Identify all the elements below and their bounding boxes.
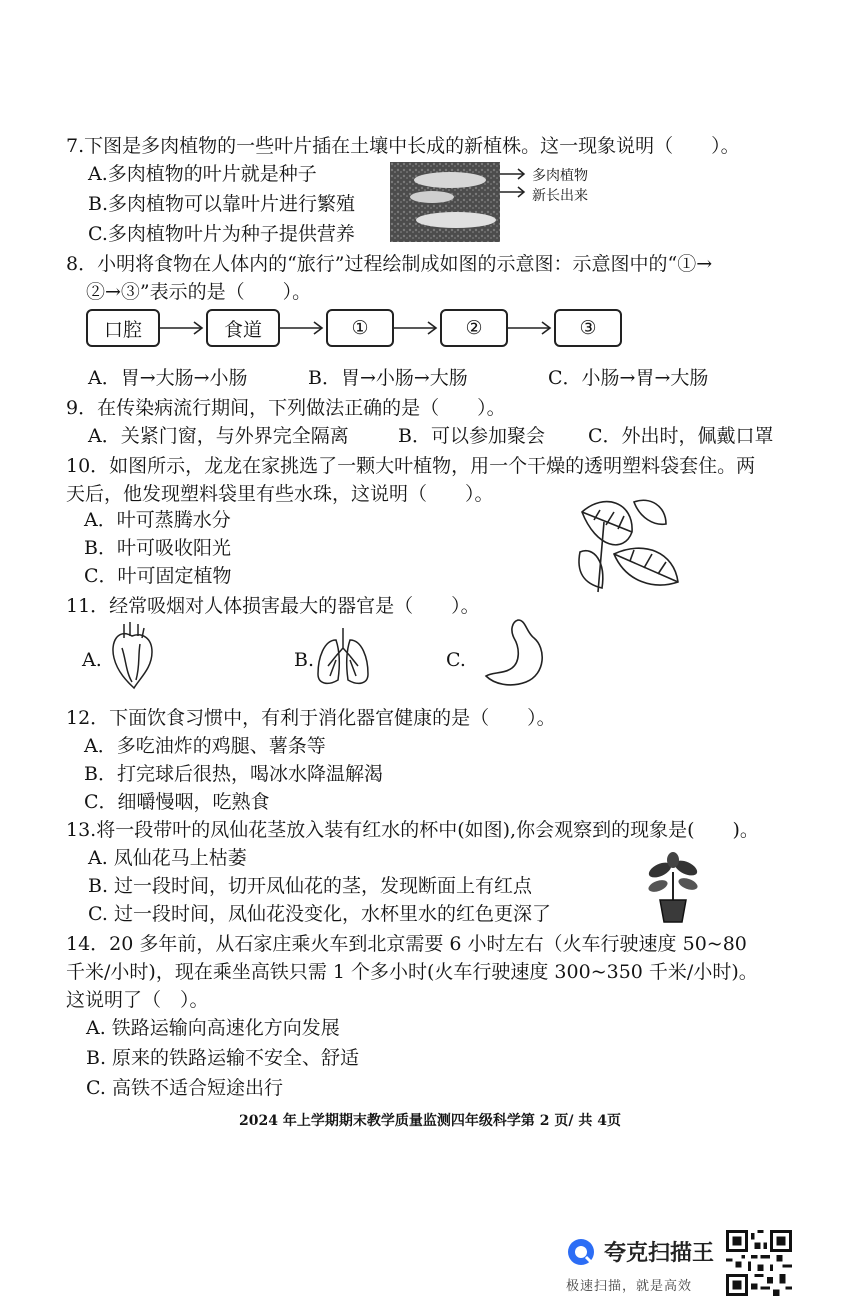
q10-option-b: B．叶可吸收阳光 [84,537,231,559]
flow-box-esophagus: 食道 [206,309,280,347]
q7-option-a: A.多肉植物的叶片就是种子 [88,163,317,185]
flow-box-1: ① [326,309,394,347]
heart-illustration [108,620,156,690]
stomach-illustration [482,618,552,690]
q7-stem: 7.下图是多肉植物的一些叶片插在土壤中长成的新植株。这一现象说明（ ）。 [66,135,740,157]
q13-option-b: B. 过一段时间，切开凤仙花的茎，发现断面上有红点 [88,875,533,897]
q7-option-b: B.多肉植物可以靠叶片进行繁殖 [88,193,356,215]
succulent-photo [390,162,518,242]
q8-option-a: A．胃→大肠→小肠 [88,367,248,389]
q10-stem-line2: 天后，他发现塑料袋里有些水珠，这说明（ ）。 [66,483,494,505]
q11-option-b: B. [294,649,315,671]
flow-arrow-icon [280,318,326,338]
page-footer: 2024 年上学期期末教学质量监测四年级科学第 2 页/ 共 4页 [239,1113,621,1129]
q11-stem: 11．经常吸烟对人体损害最大的器官是（ ）。 [66,595,480,617]
q12-option-b: B．打完球后很热，喝冰水降温解渴 [84,763,383,785]
q8-option-b: B．胃→小肠→大肠 [308,367,468,389]
quark-logo-icon [566,1237,596,1267]
flow-box-2: ② [440,309,508,347]
q10-option-a: A．叶可蒸腾水分 [84,509,231,531]
qr-code-icon [726,1230,792,1296]
brand-slogan: 极速扫描，就是高效 [566,1279,693,1294]
brand-name: 夸克扫描王 [604,1241,715,1266]
q10-stem-line1: 10．如图所示，龙龙在家挑选了一颗大叶植物，用一个干燥的透明塑料袋套住。两 [66,455,756,477]
q12-option-c: C．细嚼慢咽，吃熟食 [84,791,270,813]
balsam-plant-cup-illustration [644,852,702,924]
label-succulent: 多肉植物 [532,168,588,184]
flow-arrow-icon [394,318,440,338]
q13-stem: 13.将一段带叶的凤仙花茎放入装有红水的杯中(如图),你会观察到的现象是( )。 [66,819,759,841]
label-new-growth: 新长出来 [532,188,588,204]
q11-option-c: C. [446,649,466,671]
q9-option-b: B．可以参加聚会 [398,425,545,447]
q13-option-a: A. 凤仙花马上枯萎 [88,847,247,869]
leaf-plant-drawing [574,492,686,594]
q11-option-a: A. [82,649,102,671]
q8-stem-line2: ②→③”表示的是（ ）。 [86,281,312,303]
q10-option-c: C．叶可固定植物 [84,565,232,587]
flow-arrow-icon [160,318,206,338]
q14-stem-line2: 千米/小时)，现在乘坐高铁只需 1 个多小时(火车行驶速度 300~350 千米/小时)。 [66,961,758,983]
digestion-flow-diagram [86,306,622,350]
q14-option-a: A. 铁路运输向高速化方向发展 [86,1017,340,1039]
q14-option-c: C. 高铁不适合短途出行 [86,1077,283,1099]
pointer-arrows [500,164,530,204]
q13-option-c: C. 过一段时间，凤仙花没变化，水杯里水的红色更深了 [88,903,551,925]
flow-arrow-icon [508,318,554,338]
q12-stem: 12．下面饮食习惯中，有利于消化器官健康的是（ ）。 [66,707,556,729]
q14-stem-line1: 14．20 多年前，从石家庄乘火车到北京需要 6 小时左右（火车行驶速度 50~80 [66,933,747,955]
q9-stem: 9．在传染病流行期间，下列做法正确的是（ ）。 [66,397,506,419]
q14-option-b: B. 原来的铁路运输不安全、舒适 [86,1047,360,1069]
scanner-brand [566,1236,714,1267]
flow-box-mouth: 口腔 [86,309,160,347]
q14-stem-line3: 这说明了（ ）。 [66,989,209,1011]
q8-stem-line1: 8．小明将食物在人体内的“旅行”过程绘制成如图的示意图：示意图中的“①→ [66,253,713,275]
q7-option-c: C.多肉植物叶片为种子提供营养 [88,223,355,245]
flow-box-3: ③ [554,309,622,347]
q8-option-c: C．小肠→胃→大肠 [548,367,709,389]
q9-option-c: C．外出时，佩戴口罩 [588,425,774,447]
q9-option-a: A．关紧门窗，与外界完全隔离 [88,425,349,447]
lungs-illustration [314,626,372,688]
q12-option-a: A．多吃油炸的鸡腿、薯条等 [84,735,326,757]
